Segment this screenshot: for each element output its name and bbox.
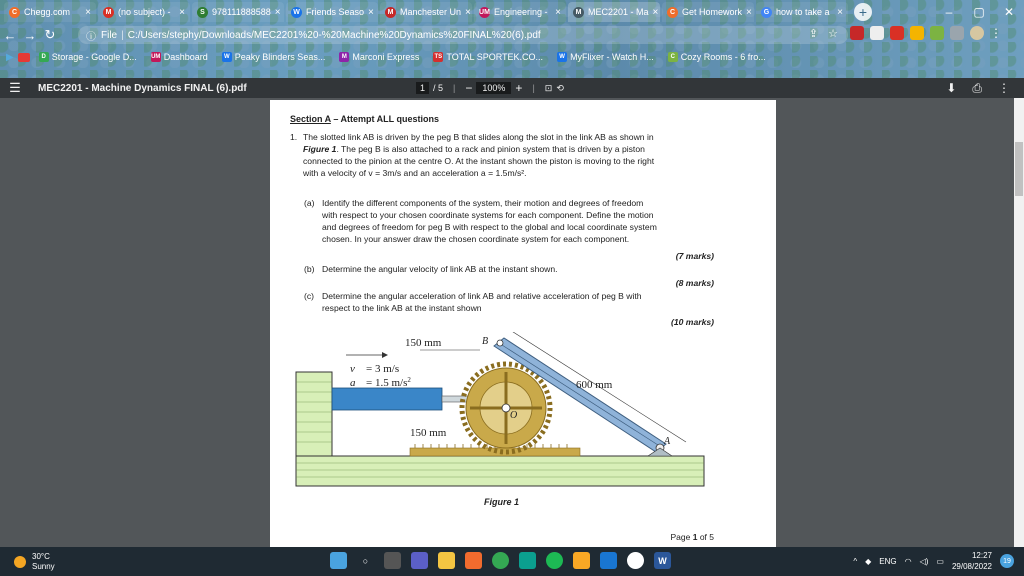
site-icon: S xyxy=(197,7,208,18)
bookmark-myflixer[interactable]: W MyFlixer - Watch H... xyxy=(552,52,659,62)
close-icon[interactable]: × xyxy=(179,6,185,18)
teams-icon[interactable] xyxy=(411,552,428,569)
avatar[interactable] xyxy=(970,26,984,40)
browser-chrome xyxy=(0,0,1024,78)
scrollbar[interactable] xyxy=(1014,98,1024,547)
close-icon[interactable]: × xyxy=(555,6,561,18)
page-number-input[interactable]: 1 xyxy=(416,82,429,94)
address-bar-row xyxy=(0,24,1024,46)
print-icon[interactable]: ⎙ xyxy=(972,81,982,95)
chevron-up-icon[interactable]: ^ xyxy=(853,556,858,566)
photos-icon[interactable] xyxy=(600,552,617,569)
site-icon: M xyxy=(339,52,349,62)
zoom-input[interactable]: 100% xyxy=(476,82,511,94)
bookmarks-bar xyxy=(0,46,1024,68)
maximize-icon[interactable]: ▢ xyxy=(973,5,985,19)
chrome-icon[interactable] xyxy=(492,552,509,569)
reload-icon[interactable]: ↻ xyxy=(44,27,56,42)
site-icon: W xyxy=(222,52,232,62)
minimize-icon[interactable]: – xyxy=(945,5,953,19)
pdf-viewer xyxy=(0,98,1024,547)
marks-c: (10 marks) xyxy=(671,317,714,327)
chegg-icon: C xyxy=(667,7,678,18)
label-O: O xyxy=(510,410,518,421)
extension-icon[interactable] xyxy=(890,26,904,40)
acceleration-value: = 1.5 $m/s^2$ xyxy=(366,376,411,389)
question-1a: (a) Identify the different components of the system, their motion and degrees of freedom with respect to your chosen coordinate systems for each component. Define the motion and degrees of freedom for peg B with respect to the global and local coordinate system chosen. In your answer draw the chosen coordinate system for each component. xyxy=(304,198,657,244)
bookmark-totalsportek[interactable]: TS TOTAL SPORTEK.CO... xyxy=(434,52,544,62)
gmail-icon: M xyxy=(103,7,114,18)
extension-icon[interactable] xyxy=(930,26,944,40)
download-icon[interactable]: ⬇ xyxy=(946,81,957,95)
info-icon[interactable]: ⓘ xyxy=(86,31,96,43)
bookmark-dashboard[interactable]: UM Dashboard xyxy=(151,52,208,62)
app-icon[interactable] xyxy=(519,552,536,569)
site-icon: W xyxy=(557,52,567,62)
forward-icon[interactable]: → xyxy=(23,27,37,43)
file-explorer-icon[interactable] xyxy=(438,552,455,569)
puzzle-icon[interactable] xyxy=(950,26,964,40)
site-icon: C xyxy=(668,52,678,62)
figure-caption: Figure 1 xyxy=(484,497,520,507)
site-icon: M xyxy=(385,7,396,18)
word-icon[interactable]: W xyxy=(654,552,671,569)
close-icon[interactable]: × xyxy=(274,6,281,18)
menu-icon[interactable]: ☰ xyxy=(9,80,21,95)
marks-b: (8 marks) xyxy=(675,278,714,288)
store-icon[interactable] xyxy=(465,552,482,569)
close-window-icon[interactable]: ✕ xyxy=(1003,5,1015,19)
wifi-icon[interactable]: ◠ xyxy=(904,556,912,566)
back-icon[interactable]: ← xyxy=(3,27,17,43)
label-B: B xyxy=(482,336,489,347)
system-tray xyxy=(853,550,1014,572)
pdf-actions xyxy=(946,81,1010,96)
drive-icon: D xyxy=(39,52,49,62)
marks-a: (7 marks) xyxy=(675,251,714,261)
close-icon[interactable]: × xyxy=(368,6,374,18)
menu-dots-icon[interactable]: ⋮ xyxy=(990,26,1002,40)
fit-page-icon[interactable]: ⊡ xyxy=(544,82,553,93)
dim-600: 600 mm xyxy=(576,379,613,391)
bookmark-star-icon[interactable]: ☆ xyxy=(828,28,838,40)
window-controls xyxy=(934,0,1024,24)
bookmark-cozy[interactable]: C Cozy Rooms - 6 fro... xyxy=(663,52,771,62)
extension-icon[interactable] xyxy=(850,26,864,40)
spotify-icon[interactable] xyxy=(546,552,563,569)
question-1b: (b) Determine the angular velocity of link AB at the instant shown. xyxy=(304,264,558,274)
label-a: a xyxy=(350,377,356,389)
centre-O xyxy=(502,404,510,412)
taskbar-apps xyxy=(330,552,671,569)
rotate-icon[interactable]: ⟲ xyxy=(556,82,564,93)
page-total: / 5 xyxy=(433,83,444,93)
sun-icon xyxy=(14,556,26,568)
taskbar xyxy=(0,547,1024,576)
page-navigator: 1 / 5 | − 100% + | ⊡ ⟲ xyxy=(416,81,564,95)
language-indicator[interactable]: ENG xyxy=(879,556,897,566)
ts-icon: TS xyxy=(434,54,443,60)
chegg-icon: C xyxy=(9,7,20,18)
label-v: v xyxy=(350,363,355,375)
bookmark-storage[interactable]: D Storage - Google D... xyxy=(34,52,142,62)
piston xyxy=(332,388,442,410)
label-A: A xyxy=(664,436,671,447)
dim-150-top: 150 mm xyxy=(405,337,442,349)
velocity-value: = 3 m/s xyxy=(366,363,400,375)
pdf-title: MEC2201 - Machine Dynamics FINAL (6).pdf xyxy=(38,82,247,94)
clock-app-icon[interactable] xyxy=(627,552,644,569)
url-text: C:/Users/stephy/Downloads/MEC2201%20-%20Machine%20Dynamics%20FINAL%20(6).pdf xyxy=(127,29,541,41)
tab-strip xyxy=(0,0,1024,24)
figure-1-diagram xyxy=(270,332,776,492)
um-icon: UM xyxy=(479,8,490,16)
weather-widget[interactable]: 30°C Sunny xyxy=(14,552,55,572)
notification-badge[interactable]: 19 xyxy=(1000,554,1014,568)
bookmark-peaky[interactable]: W Peaky Blinders Seas... xyxy=(217,52,331,62)
tab-mec2201[interactable]: M MEC2201 - Ma × xyxy=(568,2,660,22)
ground-block xyxy=(296,456,704,486)
zoom-out-button[interactable]: − xyxy=(465,81,473,95)
share-icon[interactable]: ⇪ xyxy=(808,28,819,40)
clock[interactable]: 12:27 29/08/2022 xyxy=(951,551,992,571)
dim-150-mid: 150 mm xyxy=(410,427,447,439)
close-icon[interactable]: × xyxy=(652,6,659,18)
search-icon[interactable]: ○ xyxy=(362,555,369,566)
youtube-icon[interactable] xyxy=(18,53,30,62)
section-heading: Section A – Attempt ALL questions xyxy=(290,114,440,124)
um-icon: UM xyxy=(151,54,161,60)
pdf-page xyxy=(270,100,776,547)
defender-icon[interactable]: ◆ xyxy=(865,556,872,566)
page-footer: Page 1 of 5 xyxy=(670,532,714,542)
close-icon[interactable]: × xyxy=(85,6,91,18)
bookmark-marconi[interactable]: M Marconi Express xyxy=(334,52,424,62)
battery-icon[interactable]: ▭ xyxy=(936,556,944,566)
google-icon: G xyxy=(761,7,772,18)
peg-B xyxy=(497,340,503,346)
scrollbar-thumb[interactable] xyxy=(1015,142,1023,196)
wall-block xyxy=(296,372,332,456)
tab-google[interactable]: G how to take a × xyxy=(756,2,848,22)
extension-icon[interactable] xyxy=(910,26,924,40)
pdf-toolbar xyxy=(0,78,1024,98)
zoom-in-button[interactable]: + xyxy=(515,81,523,95)
tab-isbn[interactable]: S 978111888588 × xyxy=(192,2,284,22)
tab-homework[interactable]: C Get Homework × xyxy=(662,2,754,22)
more-options-icon[interactable]: ⋮ xyxy=(998,81,1010,95)
tab-engineering[interactable]: UM Engineering - × xyxy=(474,2,566,22)
windows-start-icon[interactable] xyxy=(330,552,347,569)
tab-gmail[interactable]: M (no subject) - × xyxy=(98,2,190,22)
close-icon[interactable]: × xyxy=(746,6,752,18)
volume-icon[interactable]: ◁) xyxy=(919,556,929,566)
extension-icon[interactable] xyxy=(870,26,884,40)
tab-friends[interactable]: W Friends Seaso × xyxy=(286,2,378,22)
apps-icon[interactable]: ▶ xyxy=(6,51,14,63)
question-1c: (c) Determine the angular acceleration of link AB and relative acceleration of peg B with respect to the link AB at the instant shown xyxy=(304,291,642,313)
close-icon[interactable]: × xyxy=(465,6,471,18)
site-icon: M xyxy=(573,7,584,18)
tab-chegg[interactable]: C Chegg.com × xyxy=(4,2,96,22)
close-icon[interactable]: × xyxy=(837,6,843,18)
folder-icon[interactable] xyxy=(573,552,590,569)
question-1: 1. The slotted link AB is driven by the peg B that slides along the slot in the link AB as shown in Figure 1. The peg B is also attached to a rack and pinion system that is driven by a piston connected to the pinion at the centre O. At the instant shown the piston is moving to the right with a velocity of v = 3m/s and an acceleration a = 1.5m/s². xyxy=(290,132,655,178)
extensions xyxy=(850,26,1002,40)
site-icon: W xyxy=(291,7,302,18)
tab-manchester[interactable]: M Manchester Un × xyxy=(380,2,472,22)
address-bar[interactable]: ⓘ File | C:/Users/stephy/Downloads/MEC2201%20-%20Machine%20Dynamics%20FINAL%20(6).pdf ⇪ ☆ xyxy=(78,26,848,44)
new-tab-button[interactable]: + xyxy=(854,3,872,21)
task-view-icon[interactable] xyxy=(384,552,401,569)
